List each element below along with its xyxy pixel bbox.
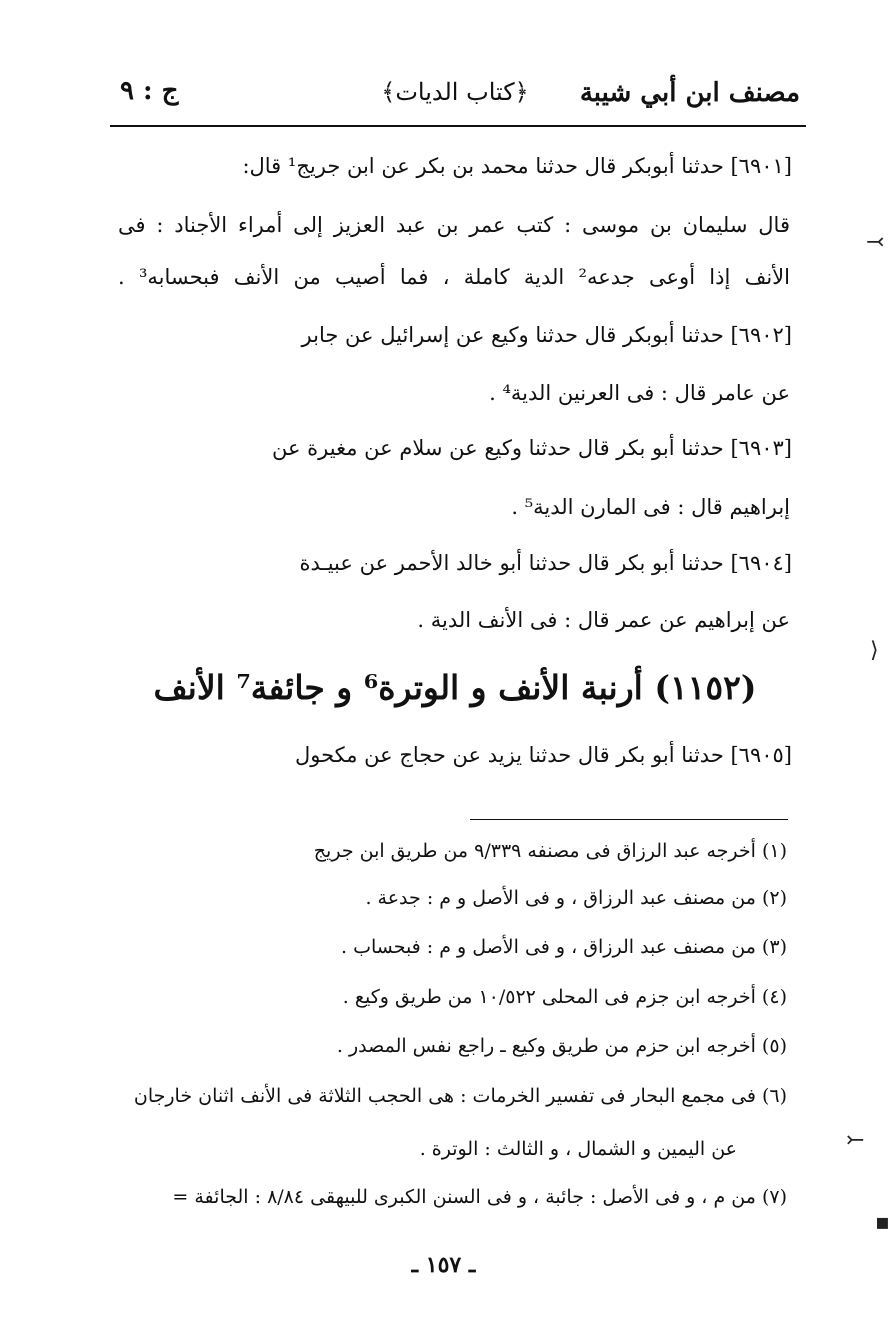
body-line: [٦٩٠٥] حدثنا أبو بكر قال حدثنا يزيد عن حجاج عن مكحول (294, 743, 792, 767)
body-line: [٦٩٠٢] حدثنا أبوبكر قال حدثنا وكيع عن إسرائيل عن جابر (301, 323, 792, 347)
footnote-divider (470, 819, 788, 820)
margin-mark-icon: ▪ (875, 1210, 890, 1235)
header-book-title: ﴿كتاب الديات﴾ (381, 78, 529, 106)
section-heading: (١١٥٢) أرنبة الأنف و الوترة⁶ و جائفة⁷ الأنف (153, 668, 757, 707)
body-line: قال سليمان بن موسى : كتب عمر بن عبد العزيز إلى أمراء الأجناد : فى (118, 213, 790, 237)
margin-mark-icon: ⟩ (870, 638, 879, 663)
footnote-continuation: عن اليمين و الشمال ، و الثالث : الوترة . (419, 1138, 737, 1160)
footnote: (١) أخرجه عبد الرزاق فى مصنفه ٩/٣٣٩ من طريق ابن جريج (313, 840, 787, 862)
body-line: الأنف إذا أوعى جدعه² الدية كاملة ، فما أصيب من الأنف فبحسابه³ . (118, 265, 790, 289)
body-line: عن إبراهيم عن عمر قال : فى الأنف الدية . (417, 608, 790, 632)
footnote: (٧) من م ، و فى الأصل : جائبة ، و فى السنن الكبرى للبيهقى ٨/٨٤ : الجائفة = (172, 1186, 787, 1208)
body-line: إبراهيم قال : فى المارن الدية⁵ . (511, 495, 790, 519)
body-line: عن عامر قال : فى العرنين الدية⁴ . (489, 381, 790, 405)
body-line: [٦٩٠٤] حدثنا أبو بكر قال حدثنا أبو خالد الأحمر عن عبيـدة (299, 551, 792, 575)
header-volume: ج : ٩ (120, 76, 179, 106)
body-line: [٦٩٠٣] حدثنا أبو بكر قال حدثنا وكيع عن سلام عن مغيرة عن (271, 436, 792, 460)
margin-mark-icon: ⤙ (866, 230, 885, 255)
body-line: [٦٩٠١] حدثنا أبوبكر قال حدثنا محمد بن بكر عن ابن جريج¹ قال: (242, 154, 792, 178)
header-title: مصنف ابن أبي شيبة (579, 78, 800, 108)
running-header (110, 72, 800, 122)
footnote: (٥) أخرجه ابن حزم من طريق وكيع ـ راجع نفس المصدر . (336, 1035, 787, 1057)
page-number: ـ ١٥٧ ـ (411, 1252, 476, 1278)
footnote: (٣) من مصنف عبد الرزاق ، و فى الأصل و م : فبحساب . (340, 936, 787, 958)
footnote: (٢) من مصنف عبد الرزاق ، و فى الأصل و م : جدعة . (365, 887, 787, 909)
header-divider (110, 125, 806, 127)
footnote: (٤) أخرجه ابن جزم فى المحلى ١٠/٥٢٢ من طريق وكيع . (342, 986, 787, 1008)
footnote: (٦) فى مجمع البحار فى تفسير الخرمات : هى الحجب الثلاثة فى الأنف اثنان خارجان (133, 1085, 787, 1107)
margin-mark-icon: ⤚ (846, 1128, 865, 1153)
